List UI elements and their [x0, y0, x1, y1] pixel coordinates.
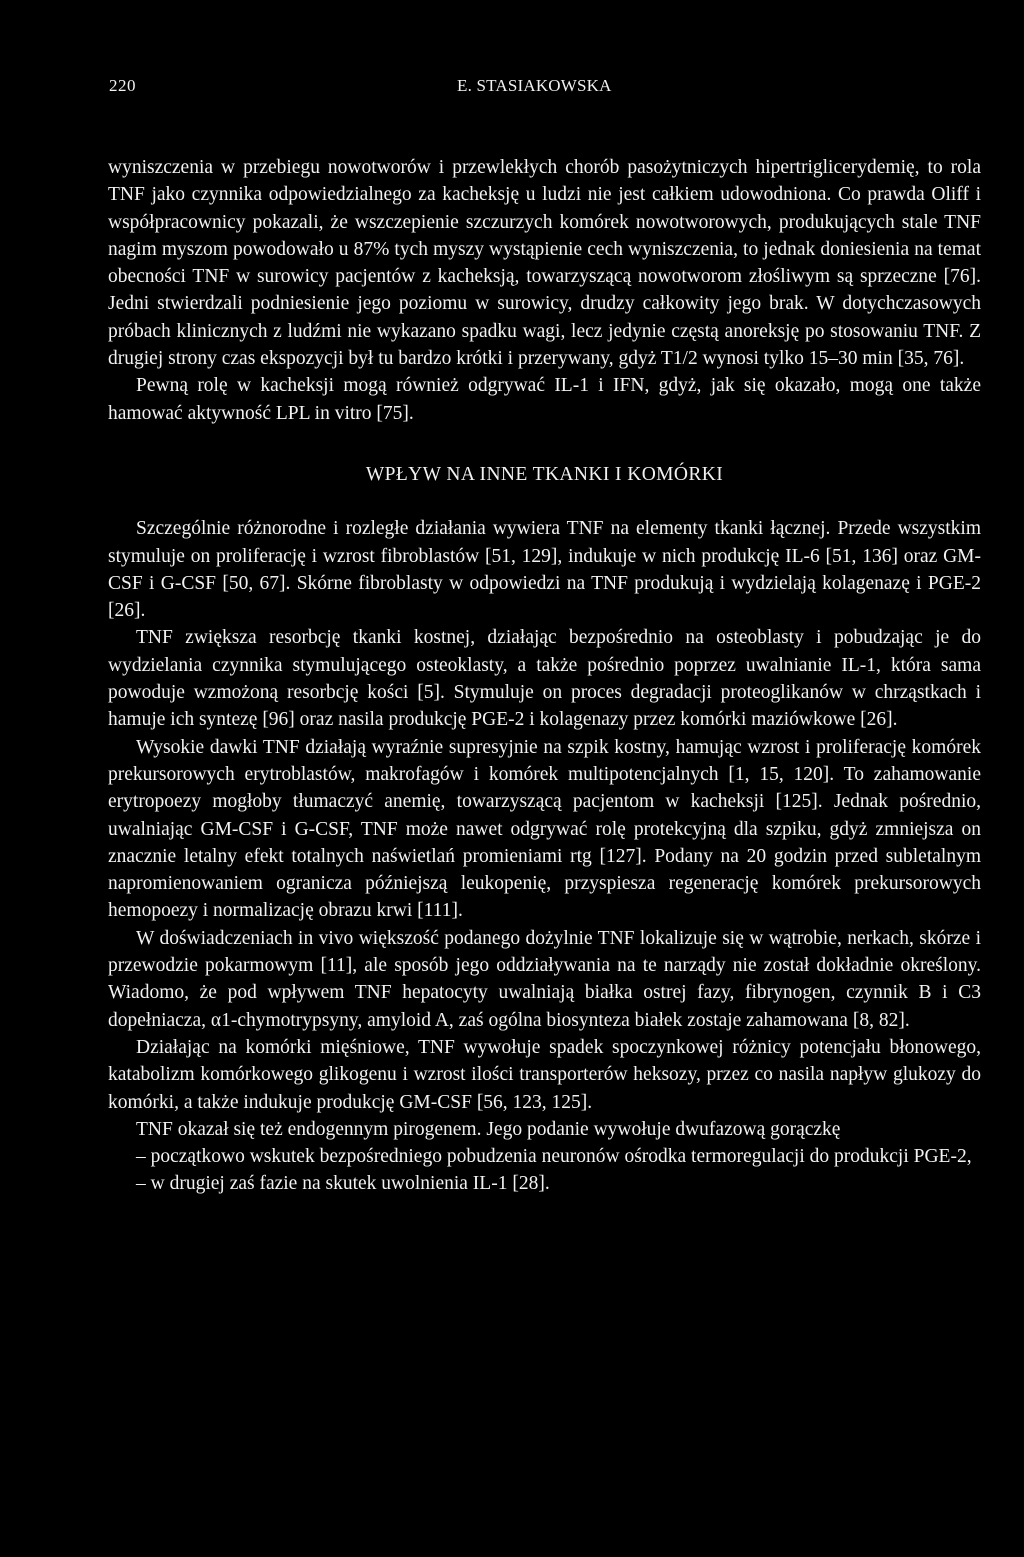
paragraph: Szczególnie różnorodne i rozległe działania wywiera TNF na elementy tkanki łącznej. Przede wszystkim stymuluje on proliferację i wzrost fibroblastów [51, 129], indukuje w nich produkcję IL-6 [51, 136] oraz GM-CSF i G-CSF [50, 67]. Skórne fibroblasty w odpowiedzi na TNF produkują i wydzielają kolagenazę i PGE-2 [26].	[108, 518, 981, 622]
body-text	[108, 154, 981, 1198]
section-heading: WPŁYW NA INNE TKANKI I KOMÓRKI	[365, 463, 724, 485]
paragraph: wyniszczenia w przebiegu nowotworów i przewlekłych chorób pasożytniczych hipertriglicerydemię, to rola TNF jako czynnika odpowiedzialnego za kacheksję u ludzi nie jest całkiem udowodniona. Co prawda Oliff i współpracownicy pokazali, że wszczepienie szczurzych komórek nowotworowych, produkujących stale TNF nagim myszom powodowało u 87% tych myszy wystąpienie cech wyniszczenia, to jednak doniesienia na temat obecności TNF w surowicy pacjentów z kacheksją, towarzyszącą nowotworom złośliwym są sprzeczne [76]. Jedni stwierdzali podniesienie jego poziomu w surowicy, drudzy całkowity jego brak. W dotychczasowych próbach klinicznych z ludźmi nie wykazano spadku wagi, lecz jedynie częstą anoreksję po stosowaniu TNF. Z drugiej strony czas ekspozycji był tu bardzo krótki i przerywany, gdyż T1/2 wynosi tylko 15–30 min [35, 76].	[108, 157, 981, 370]
paragraph: Pewną rolę w kacheksji mogą również odgrywać IL-1 i IFN, gdyż, jak się okazało, mogą one także hamować aktywność LPL in vitro [75].	[108, 375, 981, 424]
list-item: – początkowo wskutek bezpośredniego pobudzenia neuronów ośrodka termoregulacji do produkcji PGE-2,	[136, 1146, 972, 1168]
list-item: – w drugiej zaś fazie na skutek uwolnienia IL-1 [28].	[136, 1173, 550, 1195]
paragraph: Działając na komórki mięśniowe, TNF wywołuje spadek spoczynkowej różnicy potencjału błonowego, katabolizm komórkowego glikogenu i wzrost ilości transporterów heksozy, przez co nasila napływ glukozy do komórki, a także indukuje produkcję GM-CSF [56, 123, 125].	[108, 1036, 981, 1113]
page-number: 220	[109, 76, 136, 95]
paragraph: TNF okazał się też endogennym pirogenem. Jego podanie wywołuje dwufazową gorączkę	[136, 1118, 841, 1140]
paragraph: W doświadczeniach in vivo większość podanego dożylnie TNF lokalizuje się w wątrobie, nerkach, skórze i przewodzie pokarmowym [11], ale sposób jego oddziaływania na te narządy nie został dokładnie określony. Wiadomo, że pod wpływem TNF hepatocyty uwalniają białka ostrej fazy, fibrynogen, czynnik B i C3 dopełniacza, α1-chymotrypsyny, amyloid A, zaś ogólna biosynteza białek zostaje zahamowana [8, 82].	[108, 927, 981, 1031]
page-header	[0, 76, 1024, 100]
paragraph: TNF zwiększa resorbcję tkanki kostnej, działając bezpośrednio na osteoblasty i pobudzając je do wydzielania czynnika stymulującego osteoklasty, a także pośrednio poprzez uwalnianie IL-1, która sama powoduje wzmożoną resorbcję kości [5]. Stymuluje on proces degradacji proteoglikanów w chrząstkach i hamuje ich syntezę [96] oraz nasila produkcję PGE-2 i kolagenazy przez komórki maziówkowe [26].	[108, 627, 981, 731]
paragraph: Wysokie dawki TNF działają wyraźnie supresyjnie na szpik kostny, hamując wzrost i proliferację komórek prekursorowych erytroblastów, makrofagów i komórek multipotencjalnych [1, 15, 120]. To zahamowanie erytropoezy mogłoby tłumaczyć anemię, towarzyszącą pacjentom w kacheksji [125]. Jednak pośrednio, uwalniając GM-CSF i G-CSF, TNF może nawet odgrywać rolę protekcyjną dla szpiku, gdyż zmniejsza on znacznie letalny efekt totalnych naświetlań promieniami rtg [127]. Podany na 20 godzin przed subletalnym napromienowaniem ogranicza późniejszą leukopenię, przyspiesza regenerację komórek prekursorowych hemopoezy i normalizację obrazu krwi [111].	[108, 736, 981, 922]
running-head: E. STASIAKOWSKA	[457, 76, 612, 95]
